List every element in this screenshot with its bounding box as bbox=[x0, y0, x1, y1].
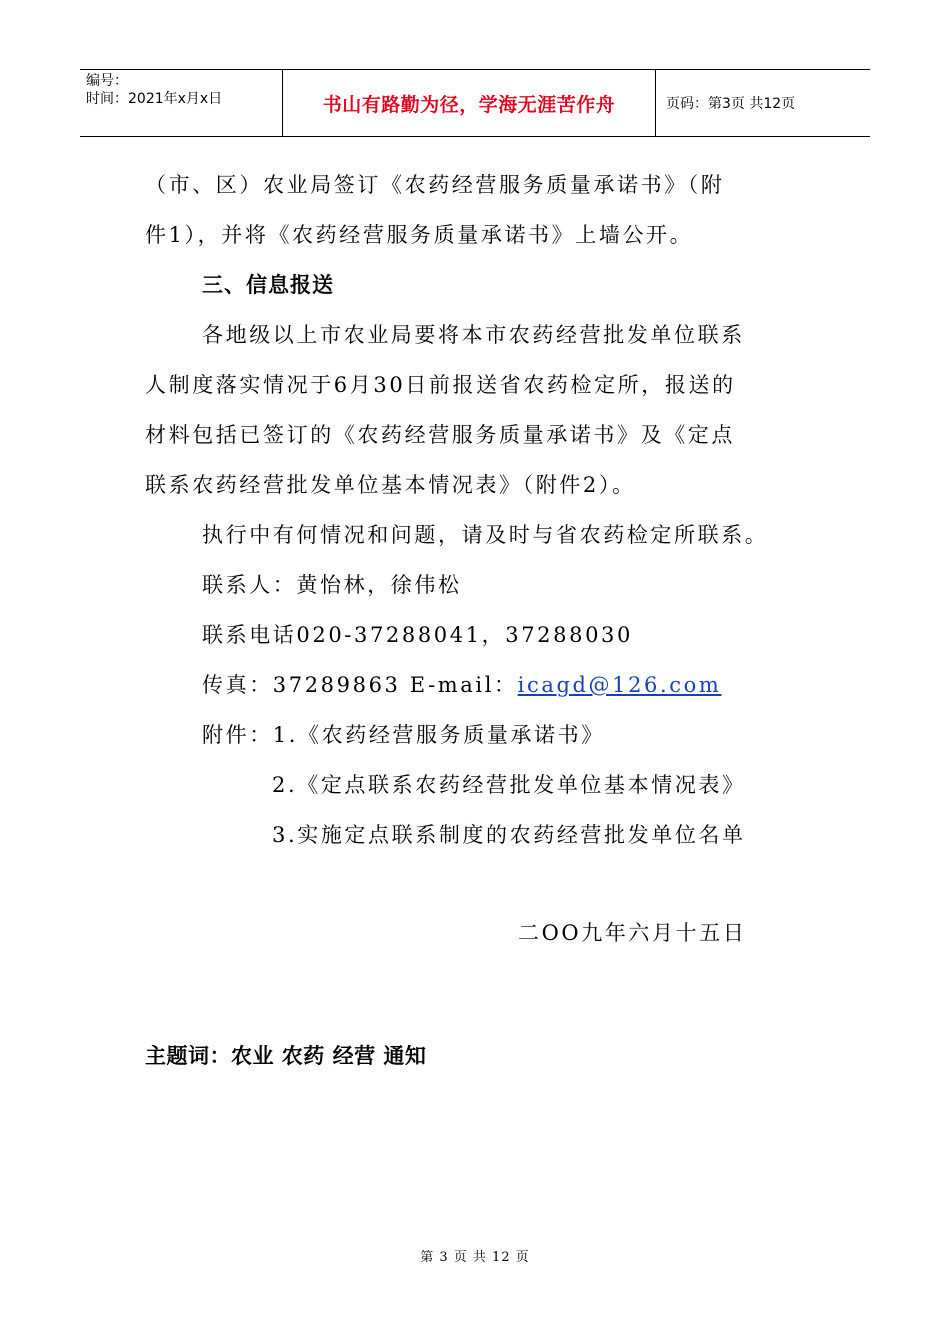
header-page-info: 页码：第3页 共12页 bbox=[666, 96, 796, 112]
page-footer: 第 3 页 共 12 页 bbox=[420, 1250, 530, 1265]
document-date: 二OO九年六月十五日 bbox=[518, 921, 747, 945]
attachment-3: 3.实施定点联系制度的农药经营批发单位名单 bbox=[272, 823, 746, 847]
attachment-1: 附件：1.《农药经营服务质量承诺书》 bbox=[202, 723, 605, 747]
header-motto: 书山有路勤为径，学海无涯苦作舟 bbox=[283, 70, 656, 136]
paragraph-1-line-2: 人制度落实情况于6月30日前报送省农药检定所，报送的 bbox=[145, 373, 736, 397]
paragraph-1-line-4: 联系农药经营批发单位基本情况表》（附件2）。 bbox=[145, 473, 636, 497]
paragraph-2: 执行中有何情况和问题，请及时与省农药检定所联系。 bbox=[202, 523, 769, 547]
keywords: 主题词：农业 农药 经营 通知 bbox=[145, 1044, 427, 1068]
header-meta bbox=[80, 70, 283, 136]
email-link[interactable]: icagd@126.com bbox=[517, 673, 722, 697]
page-header bbox=[80, 69, 870, 137]
fax-prefix: 传真：37289863 E-mail： bbox=[202, 673, 518, 697]
body-line-2: 件1），并将《农药经营服务质量承诺书》上墙公开。 bbox=[145, 223, 694, 247]
time-label: 时间：2021年x月x日 bbox=[86, 91, 223, 107]
body-line-1: （市、区）农业局签订《农药经营服务质量承诺书》（附 bbox=[145, 173, 725, 197]
paragraph-1-line-1: 各地级以上市农业局要将本市农药经营批发单位联系 bbox=[202, 323, 745, 347]
paragraph-1-line-3: 材料包括已签订的《农药经营服务质量承诺书》及《定点 bbox=[145, 423, 735, 447]
attachment-2: 2.《定点联系农药经营批发单位基本情况表》 bbox=[272, 773, 746, 797]
section-3-title: 三、信息报送 bbox=[202, 273, 334, 297]
contact-person: 联系人：黄怡林，徐伟松 bbox=[202, 573, 462, 597]
number-label: 编号： bbox=[86, 73, 128, 89]
fax-email-line bbox=[202, 669, 721, 699]
contact-phone: 联系电话020-37288041，37288030 bbox=[202, 623, 633, 647]
